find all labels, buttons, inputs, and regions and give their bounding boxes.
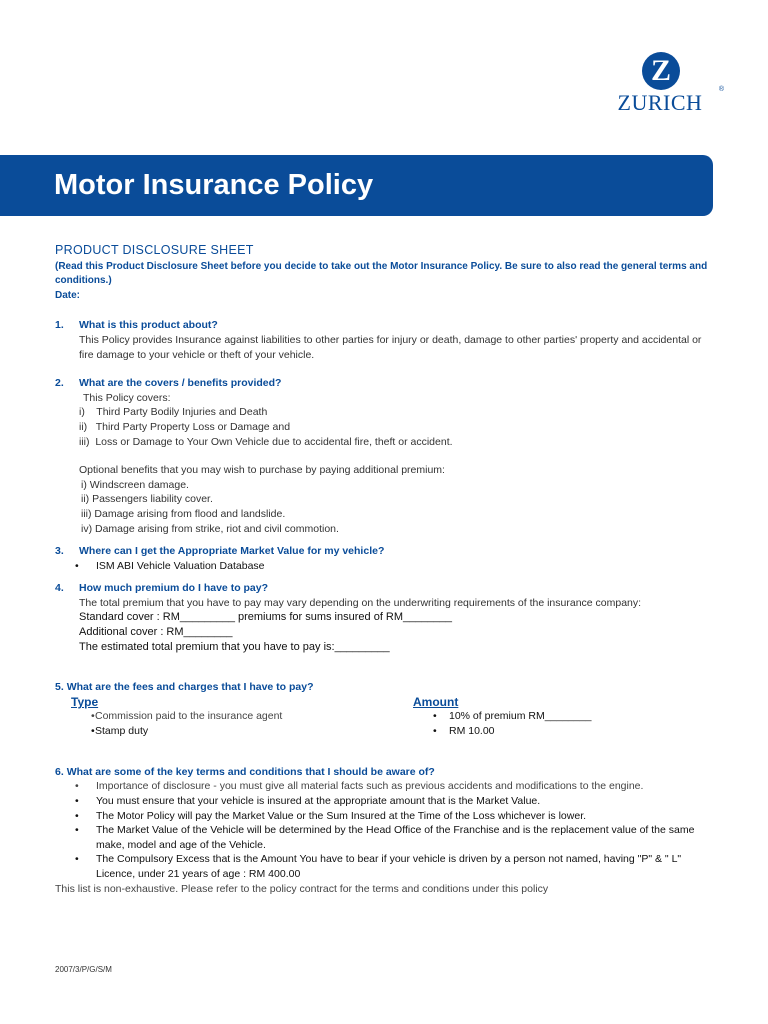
section-1-question [55,318,715,333]
section-number: 2. [55,377,64,390]
type-header: Type [71,694,99,709]
optional-item: ii) Passengers liability cover. [81,493,213,506]
section-number: 4. [55,582,64,595]
page-title: Motor Insurance Policy [54,169,374,201]
estimated-premium-line: The estimated total premium that you have to pay is:_________ [79,640,390,653]
optional-item: iv) Damage arising from strike, riot and civil commotion. [81,522,339,535]
cover-item: ii) Third Party Property Loss or Damage and [79,420,291,433]
fees-amount-column [413,695,591,739]
question-text: How much premium do I have to pay? [79,582,269,595]
section-3-question [55,544,715,559]
zurich-z-icon: Z [642,52,680,90]
covers-intro: This Policy covers: [83,391,171,404]
fees-table [55,695,715,747]
fee-amount-item: • RM 10.00 [413,724,591,739]
premium-intro: The total premium that you have to pay may vary depending on the underwriting requirements of the insurance company: [79,596,642,609]
closing-note: This list is non-exhaustive. Please refer to the policy contract for the terms and conditions under this policy [55,882,549,895]
fee-amount-item: • 10% of premium RM________ [413,709,591,724]
optional-item: i) Windscreen damage. [81,478,189,491]
title-banner [0,155,713,216]
question-text: Where can I get the Appropriate Market Value for my vehicle? [79,545,385,558]
pds-title: PRODUCT DISCLOSURE SHEET [55,243,254,257]
optional-intro: Optional benefits that you may wish to purchase by paying additional premium: [79,464,445,477]
section-4 [55,581,715,654]
section-2-question [55,376,715,391]
term-item: • Importance of disclosure - you must give all material facts such as previous accidents and modifications to the engine. [55,779,715,794]
section-6-question [55,765,715,780]
pds-date: Date: [55,289,81,301]
section-number: 1. [55,319,64,332]
fee-type-item: • Stamp duty [71,724,282,739]
registered-mark: ® [718,86,724,93]
term-item: • The Compulsory Excess that is the Amount You have to bear if your vehicle is driven by a person not named, having "P" & " L" Licence, under 21 years of age : RM 400.00 [55,852,715,881]
section-number: 5. [55,681,64,694]
section-1-answer: This Policy provides Insurance against liabilities to other parties for injury or death, damage to other parties' property and accidental or fire damage to your vehicle or theft of your vehicle. [79,333,702,361]
section-number: 6. [55,765,64,778]
section-1 [55,318,715,362]
section-2 [55,376,715,536]
question-text: What is this product about? [79,319,218,332]
pds-note: (Read this Product Disclosure Sheet before you decide to take out the Motor Insurance Policy. Be sure to also read the general terms and conditions.) [55,260,708,287]
document-body [55,243,715,896]
question-text: What are some of the key terms and conditions that I should be aware of? [66,765,435,778]
question-text: What are the fees and charges that I have to pay? [66,681,314,694]
cover-item: i) Third Party Bodily Injuries and Death [79,406,268,419]
section-3 [55,544,715,573]
zurich-logo [604,52,724,118]
fees-type-column [71,695,282,739]
term-item: • The Motor Policy will pay the Market Value or the Sum Insured at the Time of the Loss whichever is lower. [55,809,715,824]
optional-item: iii) Damage arising from flood and landslide. [81,507,286,520]
section-number: 3. [55,545,64,558]
document-code: 2007/3/P/G/S/M [55,965,112,974]
valuation-source: • ISM ABI Vehicle Valuation Database [55,559,715,574]
term-item: • You must ensure that your vehicle is insured at the appropriate amount that is the Market Value. [55,794,715,809]
section-5-question [55,680,715,695]
section-6 [55,765,715,896]
amount-header: Amount [413,694,459,709]
logo-wordmark: ZURICH [617,90,703,115]
cover-item: iii) Loss or Damage to Your Own Vehicle due to accidental fire, theft or accident. [79,435,453,448]
section-4-question [55,581,715,596]
standard-cover-line: Standard cover : RM_________ premiums for sums insured of RM________ [79,611,452,624]
fee-type-item: • Commission paid to the insurance agent [71,709,282,724]
term-item: • The Market Value of the Vehicle will be determined by the Head Office of the Franchise and is the replacement value of the same make, model and age of the Vehicle. [55,823,715,852]
question-text: What are the covers / benefits provided? [79,377,282,390]
section-5 [55,680,715,747]
additional-cover-line: Additional cover : RM________ [79,626,233,639]
